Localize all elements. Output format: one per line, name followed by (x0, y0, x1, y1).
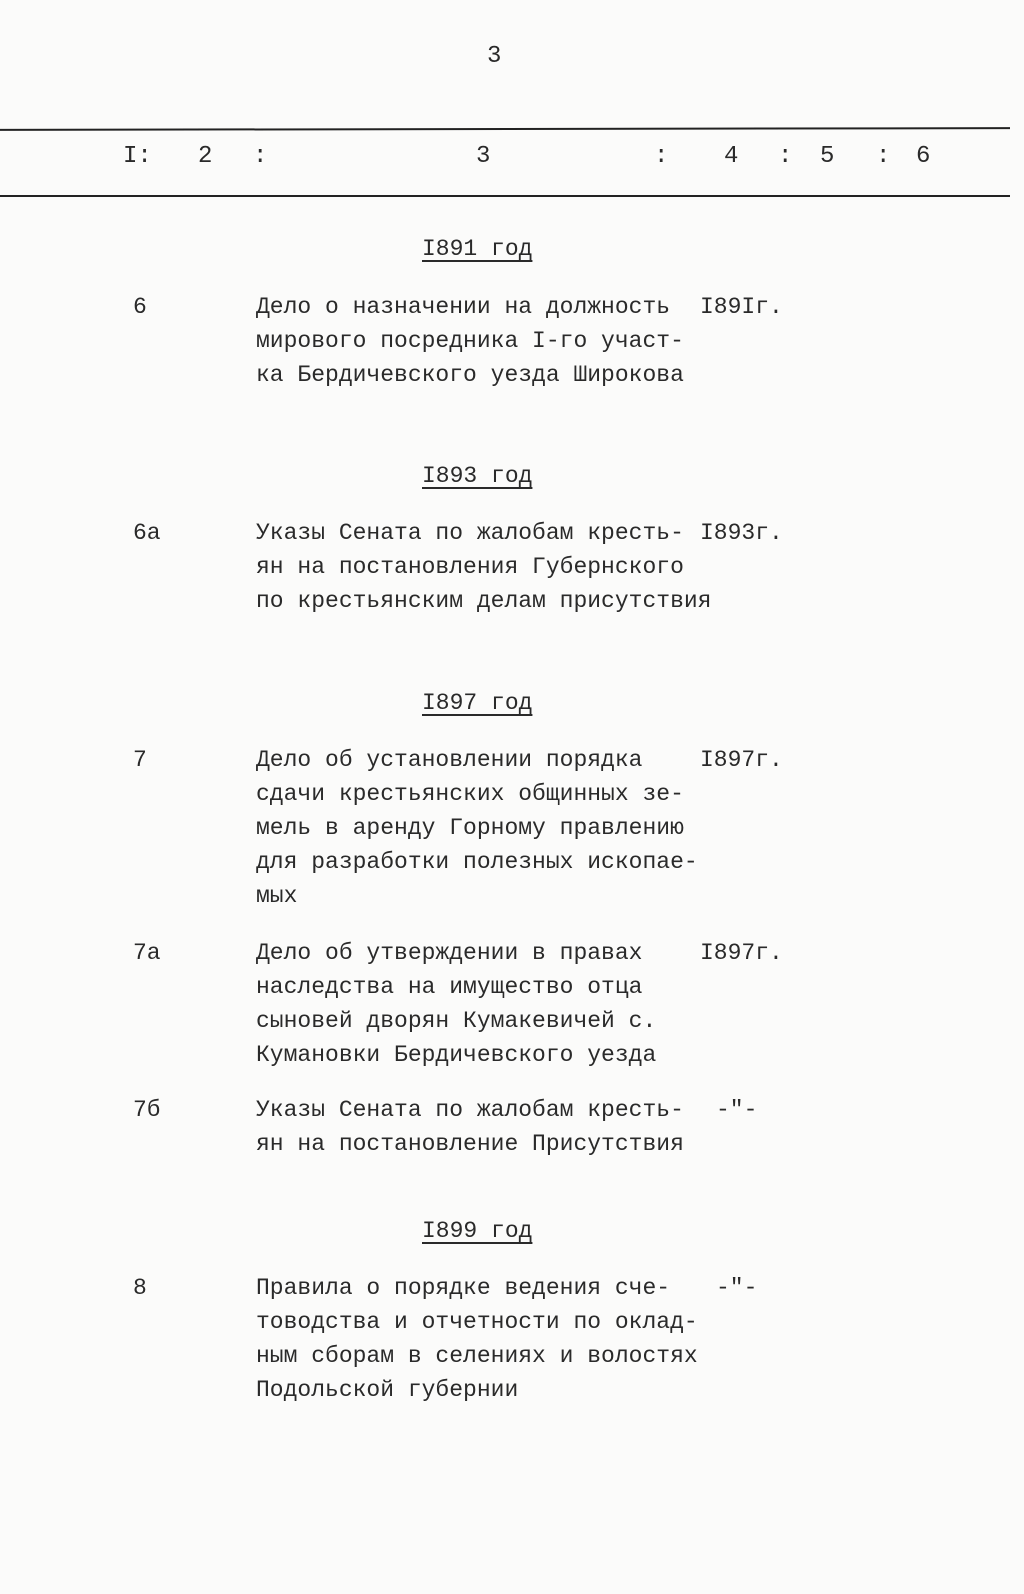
entry-title-line: ным сборам в селениях и волостях (256, 1343, 698, 1369)
entry-title (256, 1271, 698, 1407)
entry-date: I893г. (700, 520, 783, 546)
column-label: I: (123, 143, 152, 170)
entry-title-line: ян на постановление Присутствия (256, 1131, 684, 1157)
entry-title-line: по крестьянским делам присутствия (256, 588, 712, 614)
header-top-rule (0, 127, 1010, 131)
entry-title-line: товодства и отчетности по оклад- (256, 1309, 698, 1335)
entry-title-line: Указы Сената по жалобам кресть- (256, 1097, 684, 1123)
entry-title-line: Дело об утверждении в правах (256, 940, 643, 966)
entry-title (256, 743, 698, 913)
year-heading: I899 год (422, 1218, 533, 1244)
column-separator: : (876, 143, 891, 170)
entry-title-line: Подольской губернии (256, 1377, 519, 1403)
page-number: 3 (487, 43, 502, 70)
entry-title-line: для разработки полезных ископае- (256, 849, 698, 875)
entry-title (256, 290, 684, 392)
entry-date: I89Iг. (700, 294, 783, 320)
entry-title (256, 516, 711, 618)
entry-number: 8 (133, 1275, 147, 1301)
entry-title-line: Правила о порядке ведения сче- (256, 1275, 671, 1301)
entry-number: 7 (133, 747, 147, 773)
column-separator: : (778, 143, 793, 170)
year-heading: I897 год (422, 690, 533, 716)
entry-title-line: ка Бердичевского уезда Широкова (256, 362, 684, 388)
entry-title-line: Указы Сената по жалобам кресть- (256, 520, 684, 546)
entry-title-line: мирового посредника I-го участ- (256, 328, 684, 354)
column-separator: : (654, 143, 669, 170)
entry-date: I897г. (700, 747, 783, 773)
entry-title-line: сыновей дворян Кумакевичей с. (256, 1008, 657, 1034)
entry-title-line: ян на постановления Губернского (256, 554, 684, 580)
column-label: 3 (476, 143, 491, 170)
entry-date: I897г. (700, 940, 783, 966)
entry-title-line: наследства на имущество отца (256, 974, 643, 1000)
entry-number: 7а (133, 940, 161, 966)
header-bottom-rule (0, 195, 1010, 197)
column-separator: : (253, 143, 268, 170)
entry-title-line: Дело об установлении порядка (256, 747, 643, 773)
column-label: 4 (724, 143, 739, 170)
entry-title (256, 1093, 684, 1161)
entry-title-line: мель в аренду Горному правлению (256, 815, 684, 841)
column-label: 2 (198, 143, 213, 170)
entry-title-line: сдачи крестьянских общинных зе- (256, 781, 684, 807)
entry-title-line: Дело о назначении на должность (256, 294, 671, 320)
year-heading: I891 год (422, 236, 533, 262)
entry-number: 7б (133, 1097, 161, 1123)
column-label: 5 (820, 143, 835, 170)
entry-title-line: Кумановки Бердичевского уезда (256, 1042, 657, 1068)
entry-date: -"- (716, 1275, 758, 1301)
column-label: 6 (916, 143, 931, 170)
entry-number: 6 (133, 294, 147, 320)
entry-title-line: мых (256, 883, 298, 909)
entry-date: -"- (716, 1097, 758, 1123)
entry-title (256, 936, 656, 1072)
entry-number: 6а (133, 520, 161, 546)
year-heading: I893 год (422, 463, 533, 489)
